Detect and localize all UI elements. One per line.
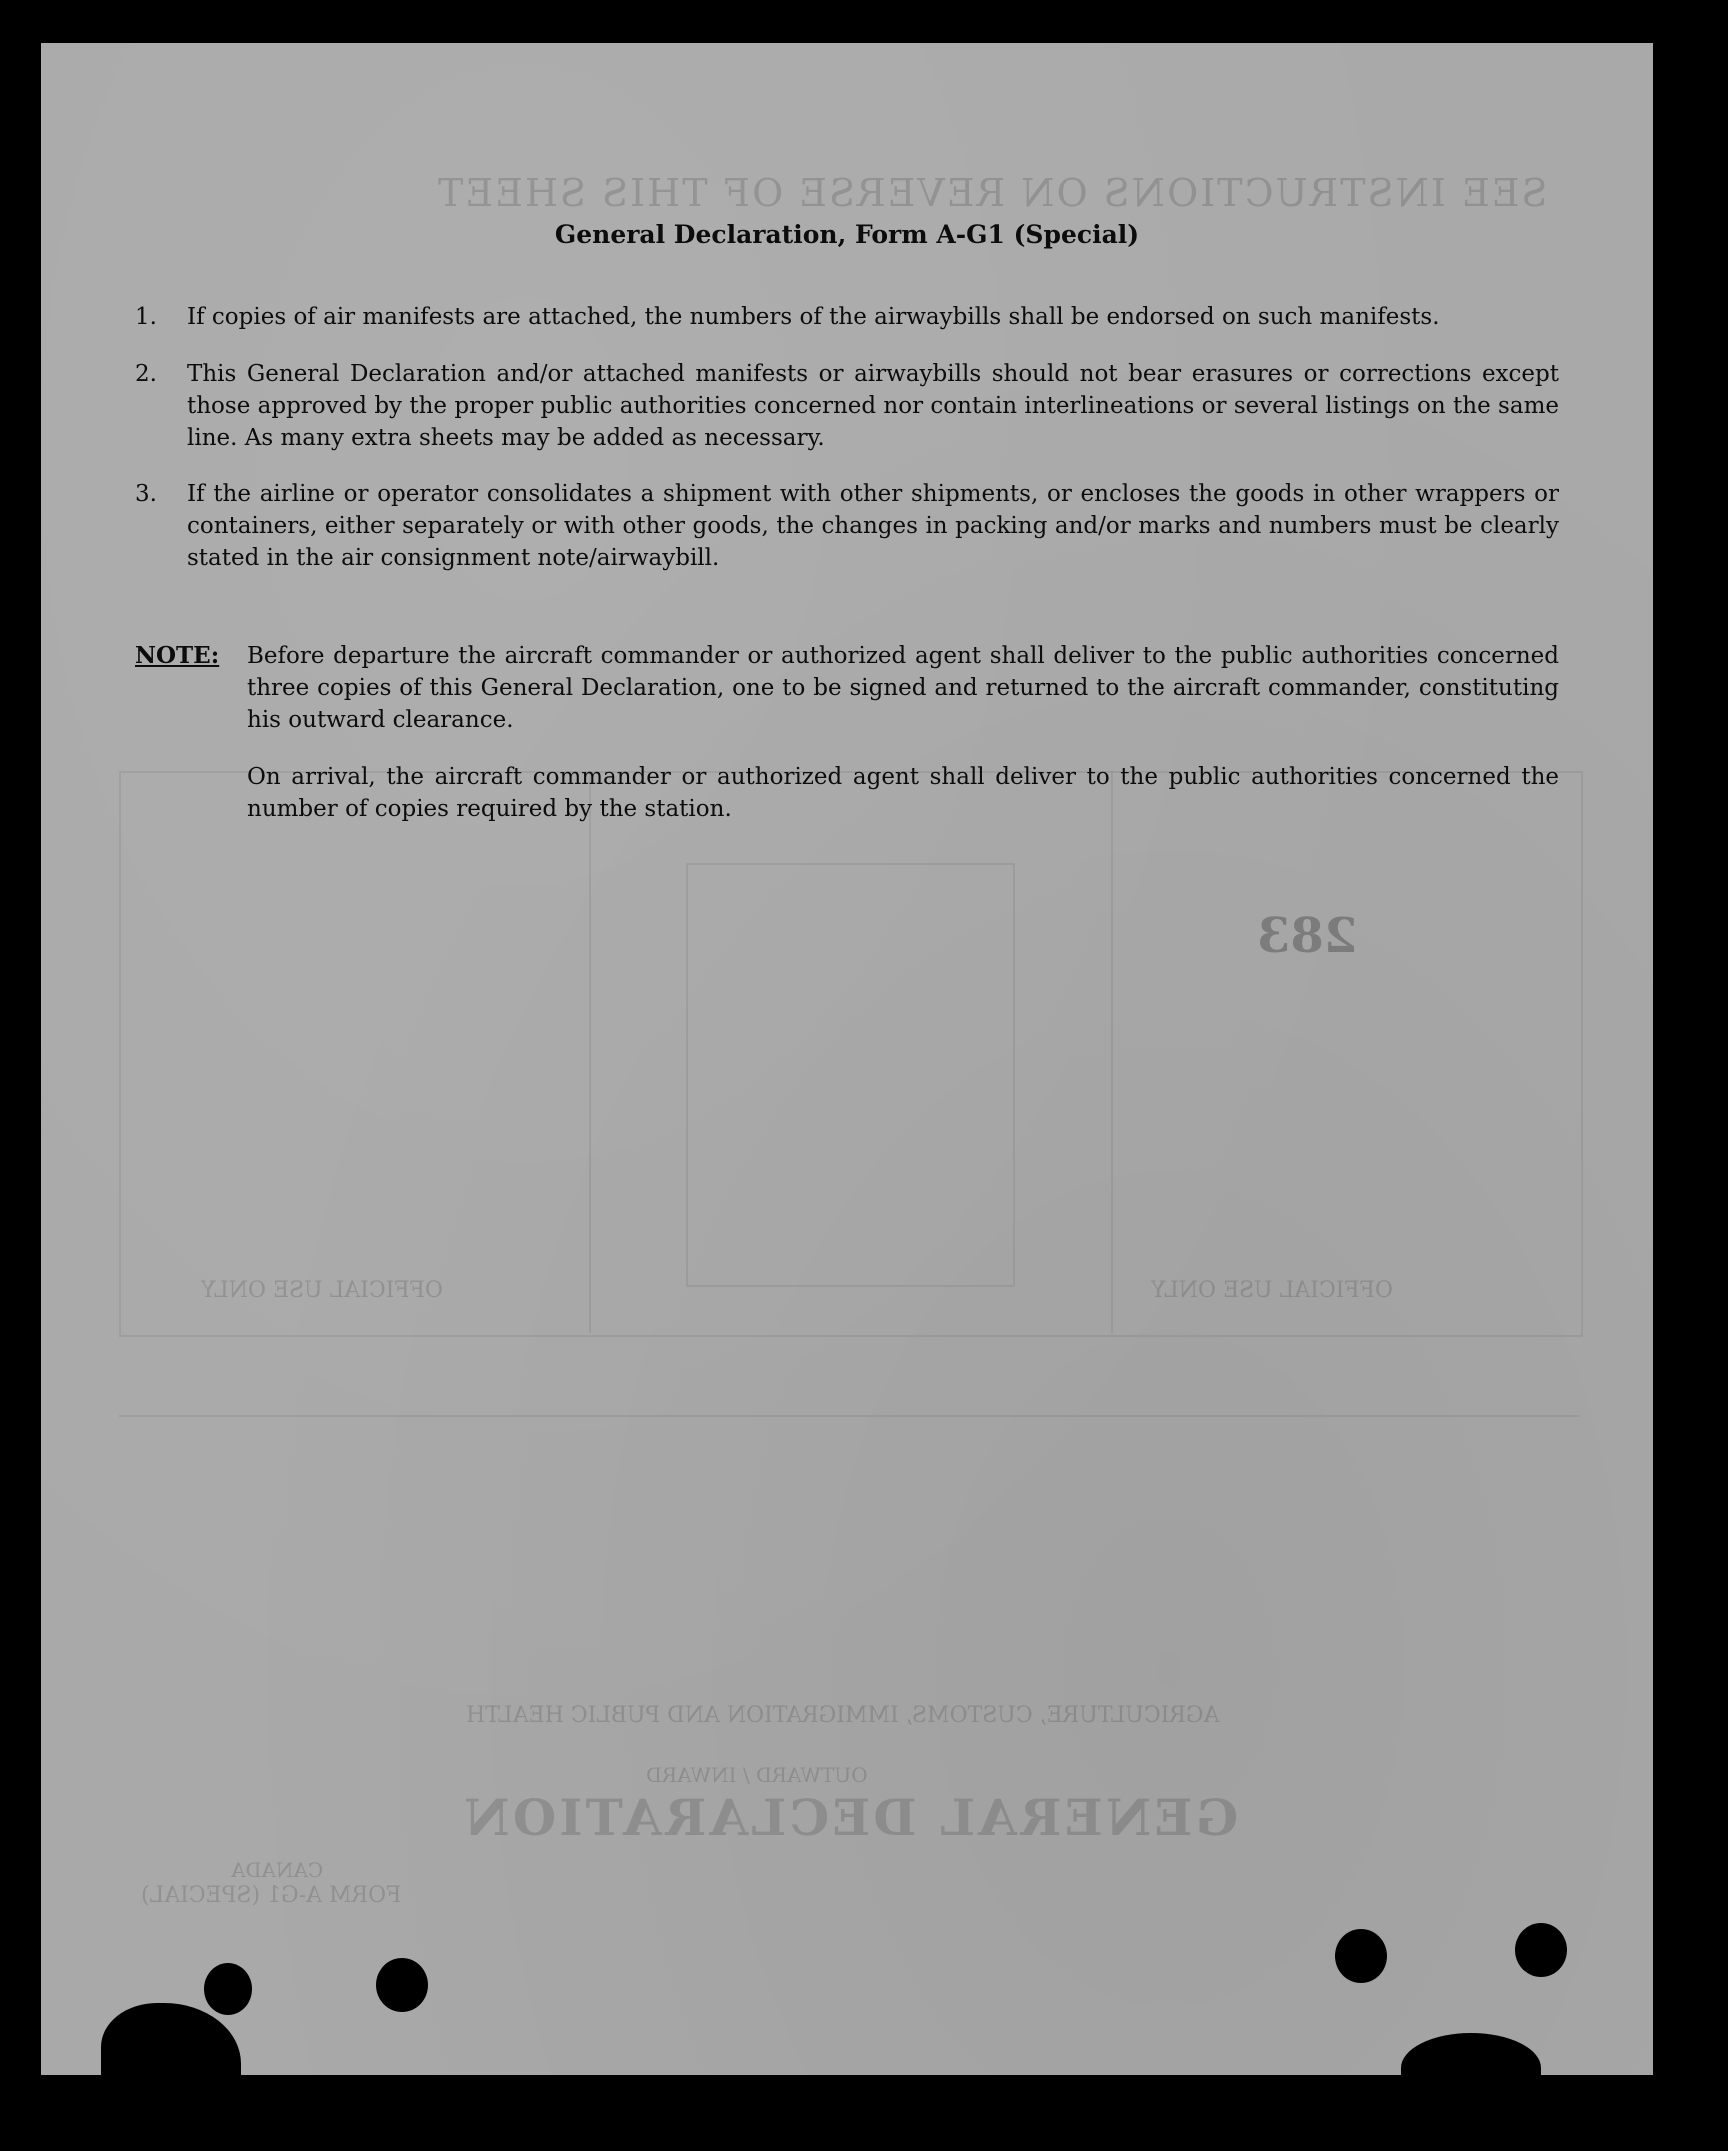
instruction-text: If copies of air manifests are attached, the numbers of the airwaybills shall be endorsed on such manifests. [187,304,1440,330]
bleed-country: CANADA [231,1858,324,1882]
instructions-content [41,43,1653,2075]
instruction-1 [135,301,1559,333]
page-title: General Declaration, Form A-G1 (Special) [554,220,1140,249]
instruction-3 [135,478,1559,574]
bleed-official-left: OFFICIAL USE ONLY [201,1278,443,1303]
instruction-number: 1. [135,304,157,330]
instruction-text: This General Declaration and/or attached manifests or airwaybills should not bear erasures or corrections except those approved by the proper public authorities concerned nor contain interlineations or several listings on the same line. As many extra sheets may be added as necessary. [187,361,1559,451]
punch-hole-right-1 [1335,1929,1387,1983]
bleed-form-subtitle: OUTWARD / INWARD [646,1763,868,1787]
bleed-form-title: GENERAL DECLARATION [461,1788,1239,1847]
instruction-text: If the airline or operator consolidates a shipment with other shipments, or encloses the goods in other wrappers or containers, either separately or with other goods, the changes in packing and/or marks and numbers must be clearly stated in the air consignment note/airwaybill. [187,481,1559,571]
instruction-number: 3. [135,481,157,507]
bleed-health-line: AGRICULTURE, CUSTOMS, IMMIGRATION AND PUBLIC HEALTH [466,1703,1220,1728]
bleed-stamp-number: 283 [1257,908,1358,964]
instruction-number: 2. [135,361,157,387]
punch-hole-left-1 [204,1963,252,2015]
punch-hole-left-2 [376,1958,428,2012]
instruction-2 [135,358,1559,454]
bleed-top-heading: SEE INSTRUCTIONS ON REVERSE OF THIS SHEET [436,171,1548,215]
note-paragraph-2: On arrival, the aircraft commander or authorized agent shall deliver to the public authorities concerned the number of copies required by the station. [247,764,1559,822]
bleed-official-right: OFFICIAL USE ONLY [1151,1278,1393,1303]
punch-hole-right-2 [1515,1923,1567,1977]
note-label: NOTE: [135,642,220,669]
bleed-form-code: FORM A-G1 (SPECIAL) [141,1883,402,1908]
scanned-page [41,43,1653,2075]
note-paragraph-1: Before departure the aircraft commander or authorized agent shall deliver to the public authorities concerned three copies of this General Declaration, one to be signed and returned to the aircraft commander, constituting his outward clearance. [247,643,1559,733]
